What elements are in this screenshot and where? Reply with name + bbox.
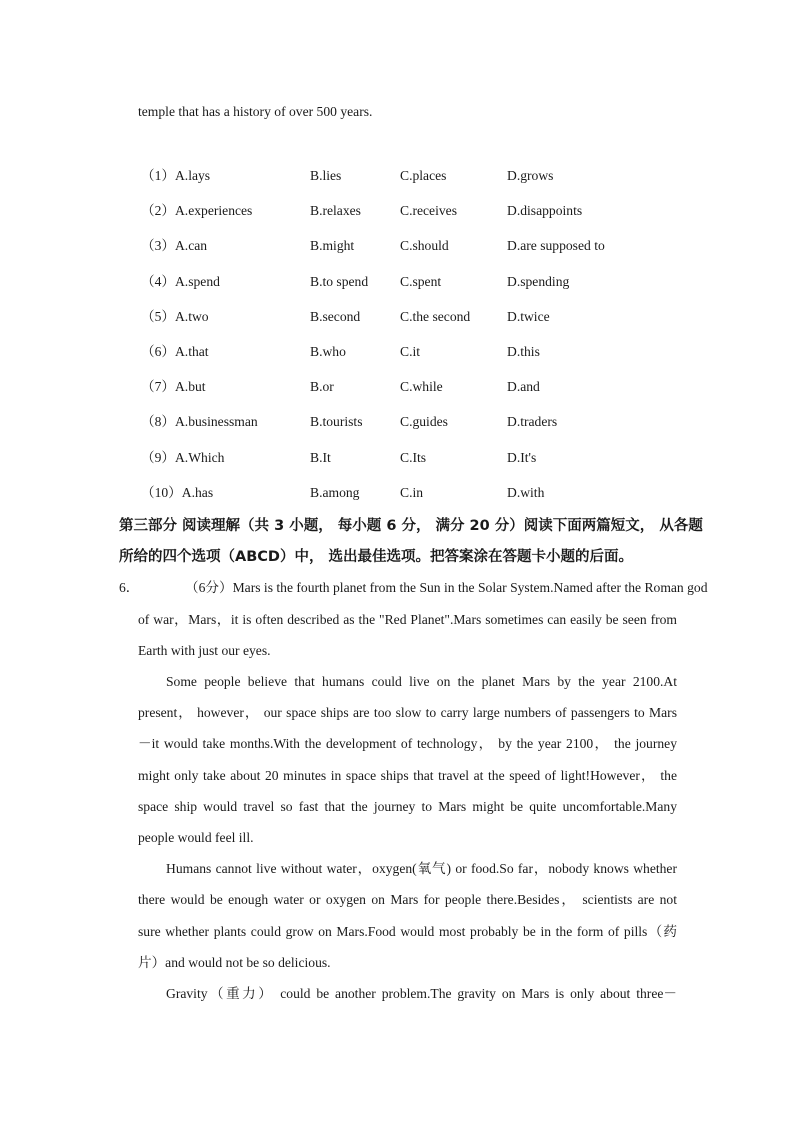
option-c: C.spent xyxy=(400,274,442,289)
option-d: D.grows xyxy=(507,168,554,183)
passage-line: Gravity（重力） could be another problem.The gravity on Mars is only about three－ xyxy=(166,986,677,1001)
option-d: D.twice xyxy=(507,309,550,324)
option-row xyxy=(0,342,793,362)
option-c: C.while xyxy=(400,379,443,394)
option-a: （3）A.can xyxy=(141,238,208,253)
option-b: B.or xyxy=(310,379,334,394)
option-d: D.are supposed to xyxy=(507,238,605,253)
option-a: （8）A.businessman xyxy=(141,414,258,429)
option-b: B.second xyxy=(310,309,361,324)
option-row xyxy=(0,272,793,292)
option-d: D.traders xyxy=(507,414,558,429)
option-b: B.relaxes xyxy=(310,203,361,218)
option-d: D.disappoints xyxy=(507,203,583,218)
option-row xyxy=(0,166,793,186)
option-row xyxy=(0,307,793,327)
option-a: （9）A.Which xyxy=(141,450,225,465)
passage-line: Earth with just our eyes. xyxy=(138,643,271,658)
option-c: C.guides xyxy=(400,414,448,429)
option-b: B.It xyxy=(310,450,331,465)
option-row xyxy=(0,377,793,397)
option-a: （2）A.experiences xyxy=(141,203,253,218)
section-heading-line: 第三部分 阅读理解（共 3 小题， 每小题 6 分， 满分 20 分）阅读下面两篇短文， 从各题 xyxy=(119,518,703,534)
passage-line: space ship would travel so fast that the journey to Mars might be quite uncomfortable.Many xyxy=(138,799,677,814)
option-a: （1）A.lays xyxy=(141,168,211,183)
option-c: C.places xyxy=(400,168,447,183)
option-b: B.lies xyxy=(310,168,342,183)
option-c: C.receives xyxy=(400,203,457,218)
question-number: 6． xyxy=(119,580,140,595)
option-d: D.It's xyxy=(507,450,537,465)
passage-line: of war，Mars，it is often described as the "Red Planet".Mars sometimes can easily be seen from xyxy=(138,612,677,627)
passage-line: people would feel ill. xyxy=(138,830,254,845)
passage-line: 片）and would not be so delicious. xyxy=(138,955,331,970)
option-a: （6）A.that xyxy=(141,344,209,359)
passage-line: Some people believe that humans could live on the planet Mars by the year 2100.At xyxy=(166,674,677,689)
option-a: （4）A.spend xyxy=(141,274,220,289)
option-d: D.this xyxy=(507,344,540,359)
passage-line: might only take about 20 minutes in space ships that travel at the speed of light!However， the xyxy=(138,768,677,783)
option-row xyxy=(0,448,793,468)
passage-line: sure whether plants could grow on Mars.Food would most probably be in the form of pills（药 xyxy=(138,924,677,939)
passage-line: Humans cannot live without water，oxygen(氧气) or food.So far，nobody knows whether xyxy=(166,861,677,876)
passage-line: （6分）Mars is the fourth planet from the Sun in the Solar System.Named after the Roman god xyxy=(185,580,708,595)
option-d: D.spending xyxy=(507,274,570,289)
passage-line: present， however， our space ships are too slow to carry large numbers of passengers to Mars xyxy=(138,705,677,720)
option-b: B.who xyxy=(310,344,346,359)
option-c: C.Its xyxy=(400,450,427,465)
option-a: （10）A.has xyxy=(141,485,214,500)
option-c: C.the second xyxy=(400,309,471,324)
option-row xyxy=(0,201,793,221)
option-c: C.should xyxy=(400,238,449,253)
option-row xyxy=(0,236,793,256)
option-d: D.with xyxy=(507,485,545,500)
option-b: B.among xyxy=(310,485,360,500)
option-row xyxy=(0,483,793,503)
option-row xyxy=(0,412,793,432)
option-c: C.in xyxy=(400,485,424,500)
option-a: （5）A.two xyxy=(141,309,209,324)
option-b: B.to spend xyxy=(310,274,369,289)
passage-line: there would be enough water or oxygen on Mars for people there.Besides， scientists are not xyxy=(138,892,677,907)
option-c: C.it xyxy=(400,344,421,359)
passage-line: －it would take months.With the development of technology， by the year 2100， the journey xyxy=(138,736,677,751)
option-b: B.tourists xyxy=(310,414,363,429)
option-d: D.and xyxy=(507,379,540,394)
continued-line: temple that has a history of over 500 years. xyxy=(138,104,373,119)
option-b: B.might xyxy=(310,238,355,253)
option-a: （7）A.but xyxy=(141,379,206,394)
section-heading-line: 所给的四个选项（ABCD）中， 选出最佳选项。把答案涂在答题卡小题的后面。 xyxy=(119,549,633,565)
